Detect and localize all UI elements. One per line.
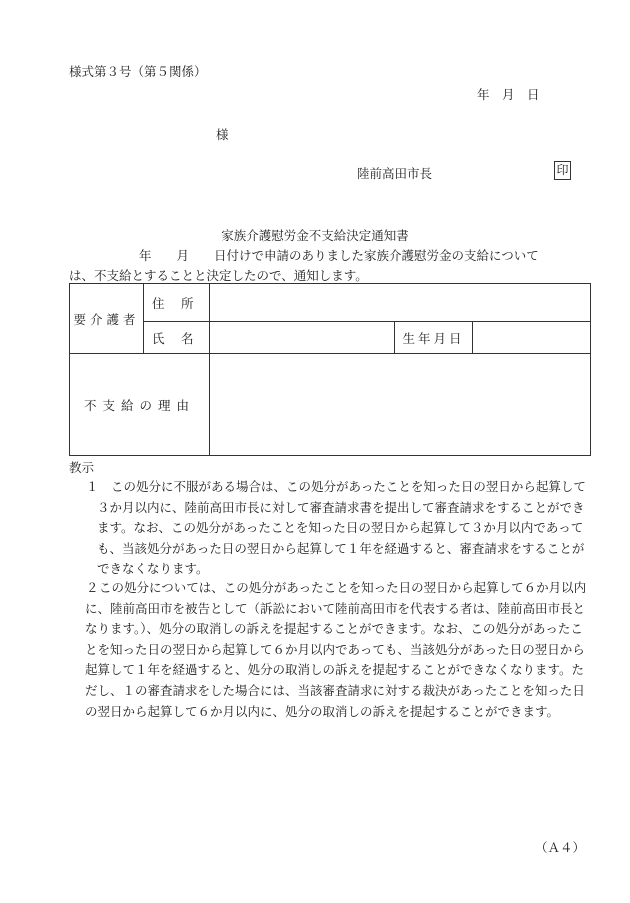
- notice-item-number: ２: [86, 580, 99, 595]
- seal-mark: 印: [554, 161, 571, 180]
- intro-line-2: は、不支給とすることと決定したので、通知します。: [69, 268, 368, 283]
- issuer-name: 陸前高田市長: [357, 166, 433, 181]
- reason-label: 不支給の理由: [70, 354, 210, 456]
- date-line: 年 月 日: [477, 87, 540, 102]
- name-field[interactable]: [210, 322, 395, 354]
- paper-size-label: （Ａ４）: [535, 840, 586, 855]
- document-title: 家族介護慰労金不支給決定通知書: [221, 228, 409, 243]
- reason-field[interactable]: [210, 354, 591, 456]
- notice-item-number: １: [86, 479, 99, 494]
- notice-heading: 教示: [69, 460, 95, 475]
- birthdate-field[interactable]: [473, 322, 591, 354]
- info-table: [69, 283, 591, 456]
- notice-item-text: この処分に不服がある場合は、この処分があったことを知った日の翌日から起算して３か月以内に、陸前高田市長に対して審査請求書を提出して審査請求をすることができます。なお、この処分があったことを知った日の翌日から起算して３か月以内であっても、当該処分があった日の翌日から起算して１年を経過すると、審査請求をすることができなくなります。: [97, 479, 586, 577]
- form-number: 様式第３号（第５関係）: [69, 64, 207, 79]
- name-label: 氏 名: [144, 322, 210, 354]
- address-label: 住 所: [144, 284, 210, 322]
- recipient-label: 要介護者: [70, 284, 144, 354]
- birthdate-label: 生年月日: [395, 322, 473, 354]
- notice-item-2: [69, 578, 590, 722]
- address-field[interactable]: [210, 284, 591, 322]
- notice-item-1: [69, 477, 590, 580]
- intro-text: [69, 246, 589, 286]
- intro-line-1: 年 月 日付けで申請のありました家族介護慰労金の支給について: [139, 248, 539, 263]
- notice-item-text: この処分については、この処分があったことを知った日の翌日から起算して６か月以内に、陸前高田市を被告として（訴訟において陸前高田市を代表する者は、陸前高田市長となります。）、処分の取消しの訴えを提起することができます。なお、この処分があったことを知った日の翌日から起算して６か月以内であっても、当該処分があった日の翌日から起算して１年を経過すると、処分の取消しの訴えを提起することができなくなります。ただし、１の審査請求をした場合には、当該審査請求に対する裁決があったことを知った日の翌日から起算して６か月以内に、処分の取消しの訴えを提起することができます。: [85, 580, 587, 719]
- addressee-suffix: 様: [216, 127, 229, 142]
